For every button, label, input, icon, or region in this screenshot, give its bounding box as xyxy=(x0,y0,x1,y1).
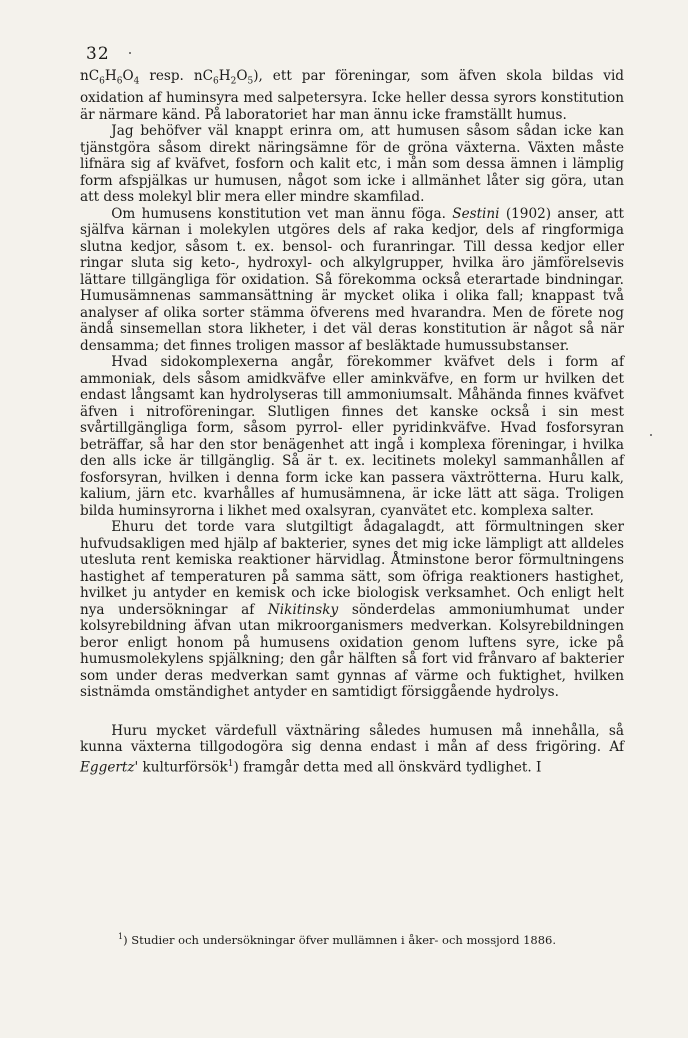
paragraph xyxy=(80,206,624,355)
scan-speck xyxy=(129,52,131,54)
text-run: ), ett par föreningar, som äfven skola bildas vid oxidation af huminsyra med salpetersyra. Icke heller dessa syrors konstitution är närmare känd. På laboratoriet har man ännu icke framställt humus. xyxy=(80,68,624,123)
text-run: ) framgår detta med all önskvärd tydlighet. I xyxy=(233,759,542,776)
footnote-marker: 1 xyxy=(118,932,124,941)
subscript: 6 xyxy=(99,76,105,87)
text-run: O xyxy=(122,68,134,84)
text-run: sönderdelas ammoniumhumat under kolsyrebildning äfvan utan mikroorganismers medverkan. Kolsyrebildningen beror enligt honom på humusens oxidation genom luftens syre, icke på humusmolekylens spjälkning; den går hälften så fort vid frånvaro af bakterier som under deras medverkan samt gynnas af värme och fuktighet, hvilken sistnämda omständighet antyder en samtidigt försiggående hydrolys. xyxy=(80,601,624,701)
subscript: 5 xyxy=(247,76,254,87)
paragraph xyxy=(80,354,624,519)
subscript: 6 xyxy=(213,76,219,87)
text-run: H xyxy=(104,68,117,84)
author-name: Nikitinsky xyxy=(267,601,339,618)
body-text xyxy=(80,68,624,776)
text-run: resp. nC xyxy=(139,68,213,84)
text-run: Jag behöfver väl knappt erinra om, att humusen såsom sådan icke kan tjänstgöra såsom direkt näringsämne för de gröna växterna. Växten måste lifnära sig af kväfvet, fosforn och kalit etc, i mån som dessa ämnen i lämplig form afspjälkas ur humusen, något som icke i allmänhet låter sig göra, utan att dess molekyl blir mera eller mindre skamfilad. xyxy=(80,123,624,206)
text-run: nC xyxy=(80,68,100,84)
paragraph xyxy=(80,123,624,206)
text-run: H xyxy=(218,68,231,84)
author-name: Sestini xyxy=(452,205,500,222)
subscript: 2 xyxy=(230,76,237,87)
subscript: 6 xyxy=(116,76,123,87)
text-run: ' kulturförsök xyxy=(134,759,228,776)
paragraph xyxy=(80,723,624,776)
footnote-text: ) Studier och undersökningar öfver mullämnen i åker- och mossjord 1886. xyxy=(123,932,557,947)
scan-speck xyxy=(650,434,652,436)
text-run: (1902) anser, att själfva kärnan i molekylen utgöres dels af raka kedjor, dels af ringformiga slutna kedjor, såsom t. ex. bensol- och furanringar. Till dessa kedjor eller ringar sluta sig keto-, hydroxyl- och alkylgrupper, hvilka äro jämförelsevis lättare tillgängliga för oxidation. Så förekomma också eterartade bindningar. Humusämnenas sammansättning är mycket olika i olika fall; knappast två analyser af olika sorter stämma öfverens med hvarandra. Men de förete nog ändå sinsemellan stora likheter, i det väl deras konstitution är något så när densamma; det finnes troligen massor af besläktade humussubstanser. xyxy=(80,205,624,354)
text-run: Hvad sidokomplexerna angår, förekommer kväfvet dels i form af ammoniak, dels såsom amidkväfve eller aminkväfve, en form ur hvilken det endast långsamt kan hydrolyseras till ammoniumsalt. Måhända finnes kväfvet äfven i nitroföreningar. Slutligen finnes det kanske också i sin mest svårtillgängliga form, såsom pyrrol- eller pyridinkväfve. Hvad fosforsyran beträffar, så har den stor benägenhet att ingå i komplexa föreningar, i hvilka den alls icke är tillgänglig. Så är t. ex. lecitinets molekyl sammanhållen af fosforsyran, hvilken i denna form icke kan passera växtrötterna. Huru kalk, kalium, järn etc. kvarhålles af humusämnena, är icke lätt att säga. Troligen bilda huminsyrorna i likhet med oxalsyran, cyanvätet etc. komplexa salter. xyxy=(80,354,624,519)
text-run: Huru mycket värdefull växtnäring således humusen må innehålla, så kunna växterna tillgodogöra sig denna endast i mån af dess frigöring. Af xyxy=(80,722,624,756)
footnote-reference: 1 xyxy=(227,758,234,769)
page-number: 32 xyxy=(86,44,110,64)
paragraph xyxy=(80,519,624,701)
paragraph xyxy=(80,68,624,123)
text-run: O xyxy=(236,68,248,84)
text-run: Ehuru det torde vara slutgiltigt ådagalagdt, att förmultningen sker hufvudsakligen med hjälp af bakterier, synes det mig icke lämpligt att alldeles utesluta rent kemiska reaktioner härvidlag. Åtminstone beror förmultningens hastighet af temperaturen på samma sätt, som öfriga reaktioners hastighet, hvilket ju antyder en kemisk och icke biologisk verksamhet. Och enligt helt nya undersökningar af xyxy=(80,519,624,618)
text-run: Om humusens konstitution vet man ännu föga. xyxy=(111,205,453,222)
subscript: 4 xyxy=(133,76,140,87)
footnote xyxy=(118,930,618,947)
paragraph-gap xyxy=(80,701,624,723)
author-name: Eggertz xyxy=(80,759,135,776)
